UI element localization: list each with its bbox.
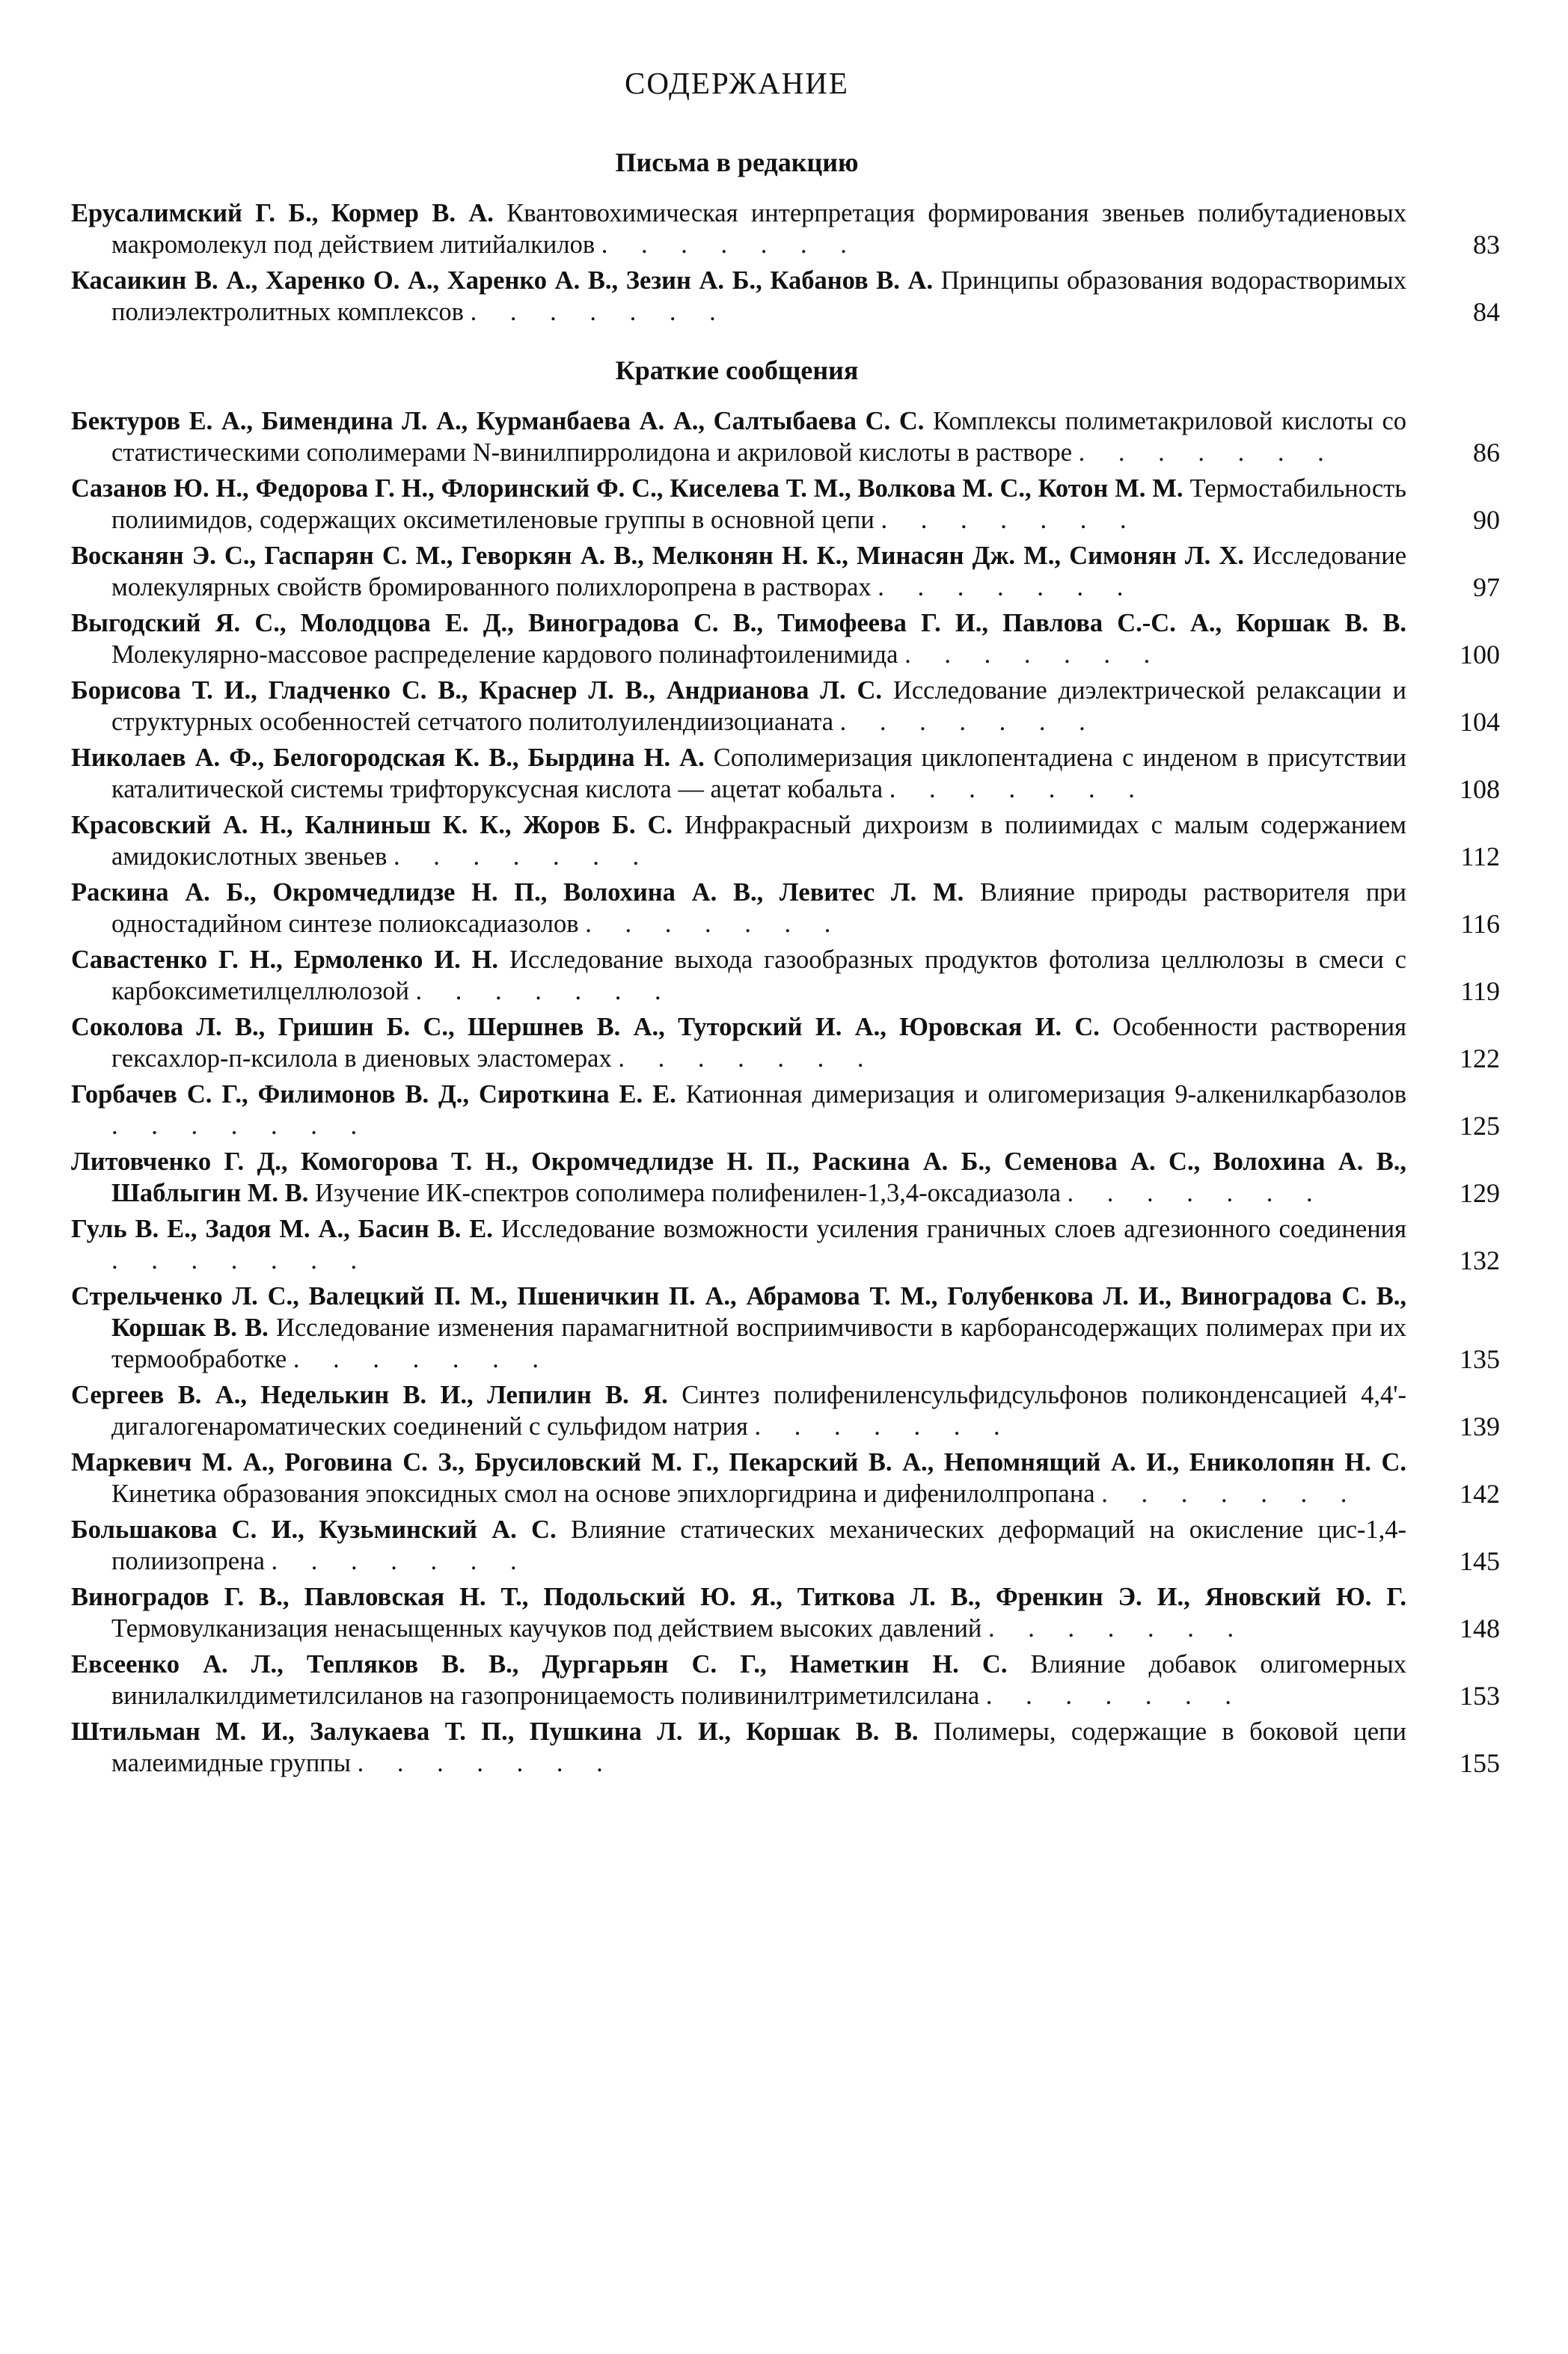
entry-authors: Касаикин В. А., Харенко О. А., Харенко А. В., Зезин А. Б., Кабанов В. А.: [71, 266, 934, 295]
toc-entry: [71, 1011, 1500, 1074]
entry-title: Полимеры, содержащие в боковой цепи малеимидные группы: [111, 1717, 1406, 1777]
entry-page-number: 84: [1473, 297, 1500, 327]
entry-authors: Ерусалимский Г. Б., Кормер В. А.: [71, 199, 494, 227]
dot-leader: . . . . . . .: [415, 977, 675, 1005]
toc-entry-body: [71, 1447, 1406, 1509]
toc-entry-body: [71, 265, 1406, 328]
toc-entry: [71, 265, 1500, 328]
toc-entry-body: [71, 1146, 1406, 1209]
entry-page-number: 139: [1460, 1412, 1500, 1441]
toc-entry: [71, 1514, 1500, 1577]
toc-entry-body: [71, 1379, 1406, 1442]
toc-entry-body: [71, 540, 1406, 603]
entry-page-number: 145: [1460, 1546, 1500, 1576]
entry-title: Молекулярно-массовое распределение кардового полинафтоиленимида: [111, 640, 898, 669]
entry-authors: Виноградов Г. В., Павловская Н. Т., Подольский Ю. Я., Титкова Л. В., Френкин Э. И., Яновский Ю. Г.: [71, 1583, 1406, 1611]
entry-authors: Литовченко Г. Д., Комогорова Т. Н., Окромчедлидзе Н. П., Раскина А. Б., Семенова А. С., Волохина А. В., Шаблыгин М. В.: [71, 1147, 1406, 1207]
entry-page-number: 132: [1460, 1245, 1500, 1275]
section-title: Письма в редакцию: [615, 147, 859, 177]
entry-title: Исследование изменения парамагнитной восприимчивости в карборансодержащих полимерах при их термообработке: [111, 1314, 1407, 1373]
entry-page-number: 112: [1460, 842, 1500, 871]
toc-entry: [71, 607, 1500, 670]
dot-leader: . . . . . . .: [889, 775, 1148, 803]
toc-entry-body: [71, 197, 1406, 260]
dot-leader: . . . . . . .: [988, 1614, 1248, 1643]
entry-title: Термовулканизация ненасыщенных каучуков под действием высоких давлений: [111, 1614, 982, 1643]
entry-page-number: 148: [1460, 1613, 1500, 1643]
toc-entry-body: [71, 1514, 1406, 1577]
entry-title: Исследование возможности усиления граничных слоев адгезионного соединения: [500, 1215, 1406, 1243]
entry-page-number: 104: [1460, 707, 1500, 737]
toc-entry: [71, 1447, 1500, 1509]
toc-entry: [71, 197, 1500, 260]
entry-title: Исследование молекулярных свойств бромированного полихлоропрена в растворах: [111, 542, 1407, 601]
entry-page-number: 100: [1460, 640, 1500, 669]
toc-entry-body: [71, 1011, 1406, 1074]
toc-entry-body: [71, 405, 1406, 468]
entry-title: Изучение ИК-спектров сополимера полифенилен-1,3,4-оксадиазола: [314, 1179, 1061, 1207]
section-title: Краткие сообщения: [615, 355, 859, 385]
toc-entry: [71, 1281, 1500, 1375]
entry-page-number: 129: [1460, 1178, 1500, 1208]
entry-authors: Выгодский Я. С., Молодцова Е. Д., Виноградова С. В., Тимофеева Г. И., Павлова С.-С. А., Коршак В. В.: [71, 609, 1406, 637]
toc-entry-body: [71, 607, 1406, 670]
entry-page-number: 142: [1460, 1479, 1500, 1509]
entry-authors: Сергеев В. А., Неделькин В. И., Лепилин В. Я.: [71, 1381, 668, 1409]
toc-entry: [71, 1079, 1500, 1141]
toc-entry: [71, 675, 1500, 738]
entry-page-number: 125: [1460, 1111, 1500, 1141]
entry-authors: Сазанов Ю. Н., Федорова Г. Н., Флоринский Ф. С., Киселева Т. М., Волкова М. С., Котон М. М.: [71, 474, 1183, 503]
entry-title: Синтез полифениленсульфидсульфонов поликонденсацией 4,4'-дигалогенароматических соединений с сульфидом натрия: [111, 1381, 1407, 1441]
entry-title: Кинетика образования эпоксидных смол на основе эпихлоргидрина и дифенилолпропана: [111, 1480, 1095, 1508]
dot-leader: . . . . . . .: [754, 1412, 1014, 1441]
entry-authors: Бектуров Е. А., Бимендина Л. А., Курманбаева А. А., Салтыбаева С. С.: [71, 407, 925, 435]
entry-title: Комплексы полиметакриловой кислоты со статистическими сополимерами N-винилпирролидона и акриловой кислоты в растворе: [111, 407, 1407, 467]
toc-entry-body: [71, 742, 1406, 805]
entry-page-number: 135: [1460, 1344, 1500, 1374]
toc-entry: [71, 809, 1500, 872]
entry-page-number: 97: [1473, 572, 1500, 602]
entry-page-number: 90: [1473, 505, 1500, 535]
entry-page-number: 122: [1460, 1043, 1500, 1073]
entry-page-number: 153: [1460, 1681, 1500, 1711]
dot-leader: . . . . . . .: [1101, 1480, 1361, 1508]
toc-entry: [71, 1379, 1500, 1442]
toc-entry: [71, 1146, 1500, 1209]
entry-authors: Стрельченко Л. С., Валецкий П. М., Пшеничкин П. А., Абрамова Т. М., Голубенкова Л. И., Виноградова С. В., Коршак В. В.: [71, 1282, 1406, 1342]
toc-entry-body: [71, 1649, 1406, 1711]
entry-authors: Штильман М. И., Залукаева Т. П., Пушкина Л. И., Коршак В. В.: [71, 1717, 919, 1746]
entry-authors: Маркевич М. А., Роговина С. З., Брусиловский М. Г., Пекарский В. А., Непомнящий А. И., Ениколопян Н. С.: [71, 1448, 1406, 1477]
dot-leader: . . . . . . .: [393, 842, 653, 871]
entry-authors: Соколова Л. В., Гришин Б. С., Шершнев В. А., Туторский И. А., Юровская И. С.: [71, 1013, 1100, 1041]
toc-entry: [71, 1581, 1500, 1644]
table-of-contents: [71, 145, 1568, 1779]
toc-entry: [71, 877, 1500, 940]
dot-leader: . . . . . . .: [470, 298, 729, 326]
entry-title: Катионная димеризация и олигомеризация 9-алкенилкарбазолов: [685, 1080, 1406, 1109]
entry-title: Влияние добавок олигомерных винилалкилдиметилсиланов на газопроницаемость поливинилтриметилсилана: [111, 1650, 1406, 1710]
dot-leader: . . . . . . .: [881, 506, 1140, 534]
toc-entry-body: [71, 1079, 1406, 1141]
entry-page-number: 155: [1460, 1748, 1500, 1778]
dot-leader: . . . . . . .: [985, 1682, 1245, 1710]
dot-leader: . . . . . . .: [271, 1547, 530, 1575]
dot-leader: . . . . . . .: [618, 1044, 878, 1073]
toc-entry-body: [71, 1716, 1406, 1779]
dot-leader: . . . . . . .: [1067, 1179, 1326, 1207]
entry-authors: Гуль В. Е., Задоя М. А., Басин В. Е.: [71, 1215, 493, 1243]
dot-leader: . . . . . . .: [878, 573, 1137, 601]
entry-title: Влияние природы растворителя при одностадийном синтезе полиоксадиазолов: [111, 878, 1407, 938]
dot-leader: . . . . . . .: [111, 1246, 371, 1275]
dot-leader: . . . . . . .: [357, 1749, 616, 1777]
toc-section-list: [71, 197, 1568, 328]
toc-entry-body: [71, 1581, 1406, 1644]
dot-leader: . . . . . . .: [293, 1345, 552, 1373]
entry-title: Инфракрасный дихроизм в полиимидах с малым содержанием амидокислотных звеньев: [111, 811, 1406, 871]
entry-authors: Большакова С. И., Кузьминский А. С.: [71, 1515, 557, 1544]
entry-title: Исследование диэлектрической релаксации и структурных особенностей сетчатого политолуилендиизоцианата: [111, 676, 1406, 736]
toc-entry: [71, 742, 1500, 805]
page-title: СОДЕРЖАНИЕ: [625, 66, 849, 100]
dot-leader: . . . . . . .: [904, 640, 1164, 669]
toc-entry-body: [71, 944, 1406, 1007]
toc-entry: [71, 540, 1500, 603]
toc-entry-body: [71, 1281, 1406, 1375]
toc-entry: [71, 405, 1500, 468]
toc-entry-body: [71, 1213, 1406, 1276]
toc-section-list: [71, 405, 1568, 1779]
entry-title: Исследование выхода газообразных продуктов фотолиза целлюлозы в смеси с карбоксиметилцеллюлозой: [111, 945, 1406, 1005]
toc-entry-body: [71, 877, 1406, 940]
entry-authors: Горбачев С. Г., Филимонов В. Д., Сироткина Е. Е.: [71, 1080, 676, 1109]
entry-authors: Евсеенко А. Л., Тепляков В. В., Дургарьян С. Г., Наметкин Н. С.: [71, 1650, 1008, 1679]
entry-page-number: 119: [1460, 976, 1500, 1006]
entry-title: Термостабильность полиимидов, содержащих оксиметиленовые группы в основной цепи: [111, 474, 1406, 534]
entry-title: Сополимеризация циклопентадиена с инденом в присутствии каталитической системы трифторуксусная кислота — ацетат кобальта: [111, 744, 1406, 803]
entry-title: Влияние статических механических деформаций на окисление цис-1,4-полиизопрена: [111, 1515, 1407, 1575]
dot-leader: . . . . . . .: [585, 910, 845, 938]
toc-entry-body: [71, 473, 1406, 536]
entry-page-number: 83: [1473, 230, 1500, 260]
toc-entry-body: [71, 809, 1406, 872]
entry-page-number: 116: [1460, 909, 1500, 939]
entry-authors: Раскина А. Б., Окромчедлидзе Н. П., Волохина А. В., Левитес Л. М.: [71, 878, 964, 907]
entry-authors: Николаев А. Ф., Белогородская К. В., Бырдина Н. А.: [71, 744, 705, 772]
entry-page-number: 108: [1460, 774, 1500, 804]
dot-leader: . . . . . . .: [111, 1112, 371, 1140]
dot-leader: . . . . . . .: [601, 230, 860, 259]
toc-entry: [71, 1649, 1500, 1711]
entry-authors: Красовский А. Н., Калниньш К. К., Жоров Б. С.: [71, 811, 673, 839]
entry-page-number: 86: [1473, 438, 1500, 468]
entry-title: Квантовохимическая интерпретация формирования звеньев полибутадиеновых макромолекул под действием литийалкилов: [111, 199, 1407, 259]
toc-entry: [71, 1213, 1500, 1276]
entry-title: Принципы образования водорастворимых полиэлектролитных комплексов: [111, 266, 1406, 326]
dot-leader: . . . . . . .: [1078, 438, 1338, 467]
entry-authors: Савастенко Г. Н., Ермоленко И. Н.: [71, 945, 499, 974]
toc-entry: [71, 944, 1500, 1007]
entry-title: Особенности растворения гексахлор-п-ксилола в диеновых эластомерах: [111, 1013, 1407, 1073]
entry-authors: Восканян Э. С., Гаспарян С. М., Геворкян А. В., Мелконян Н. К., Минасян Дж. М., Симонян Л. Х.: [71, 542, 1244, 570]
toc-entry: [71, 473, 1500, 536]
entry-authors: Борисова Т. И., Гладченко С. В., Краснер Л. В., Андрианова Л. С.: [71, 676, 883, 705]
dot-leader: . . . . . . .: [839, 708, 1099, 736]
toc-entry-body: [71, 675, 1406, 738]
toc-entry: [71, 1716, 1500, 1779]
